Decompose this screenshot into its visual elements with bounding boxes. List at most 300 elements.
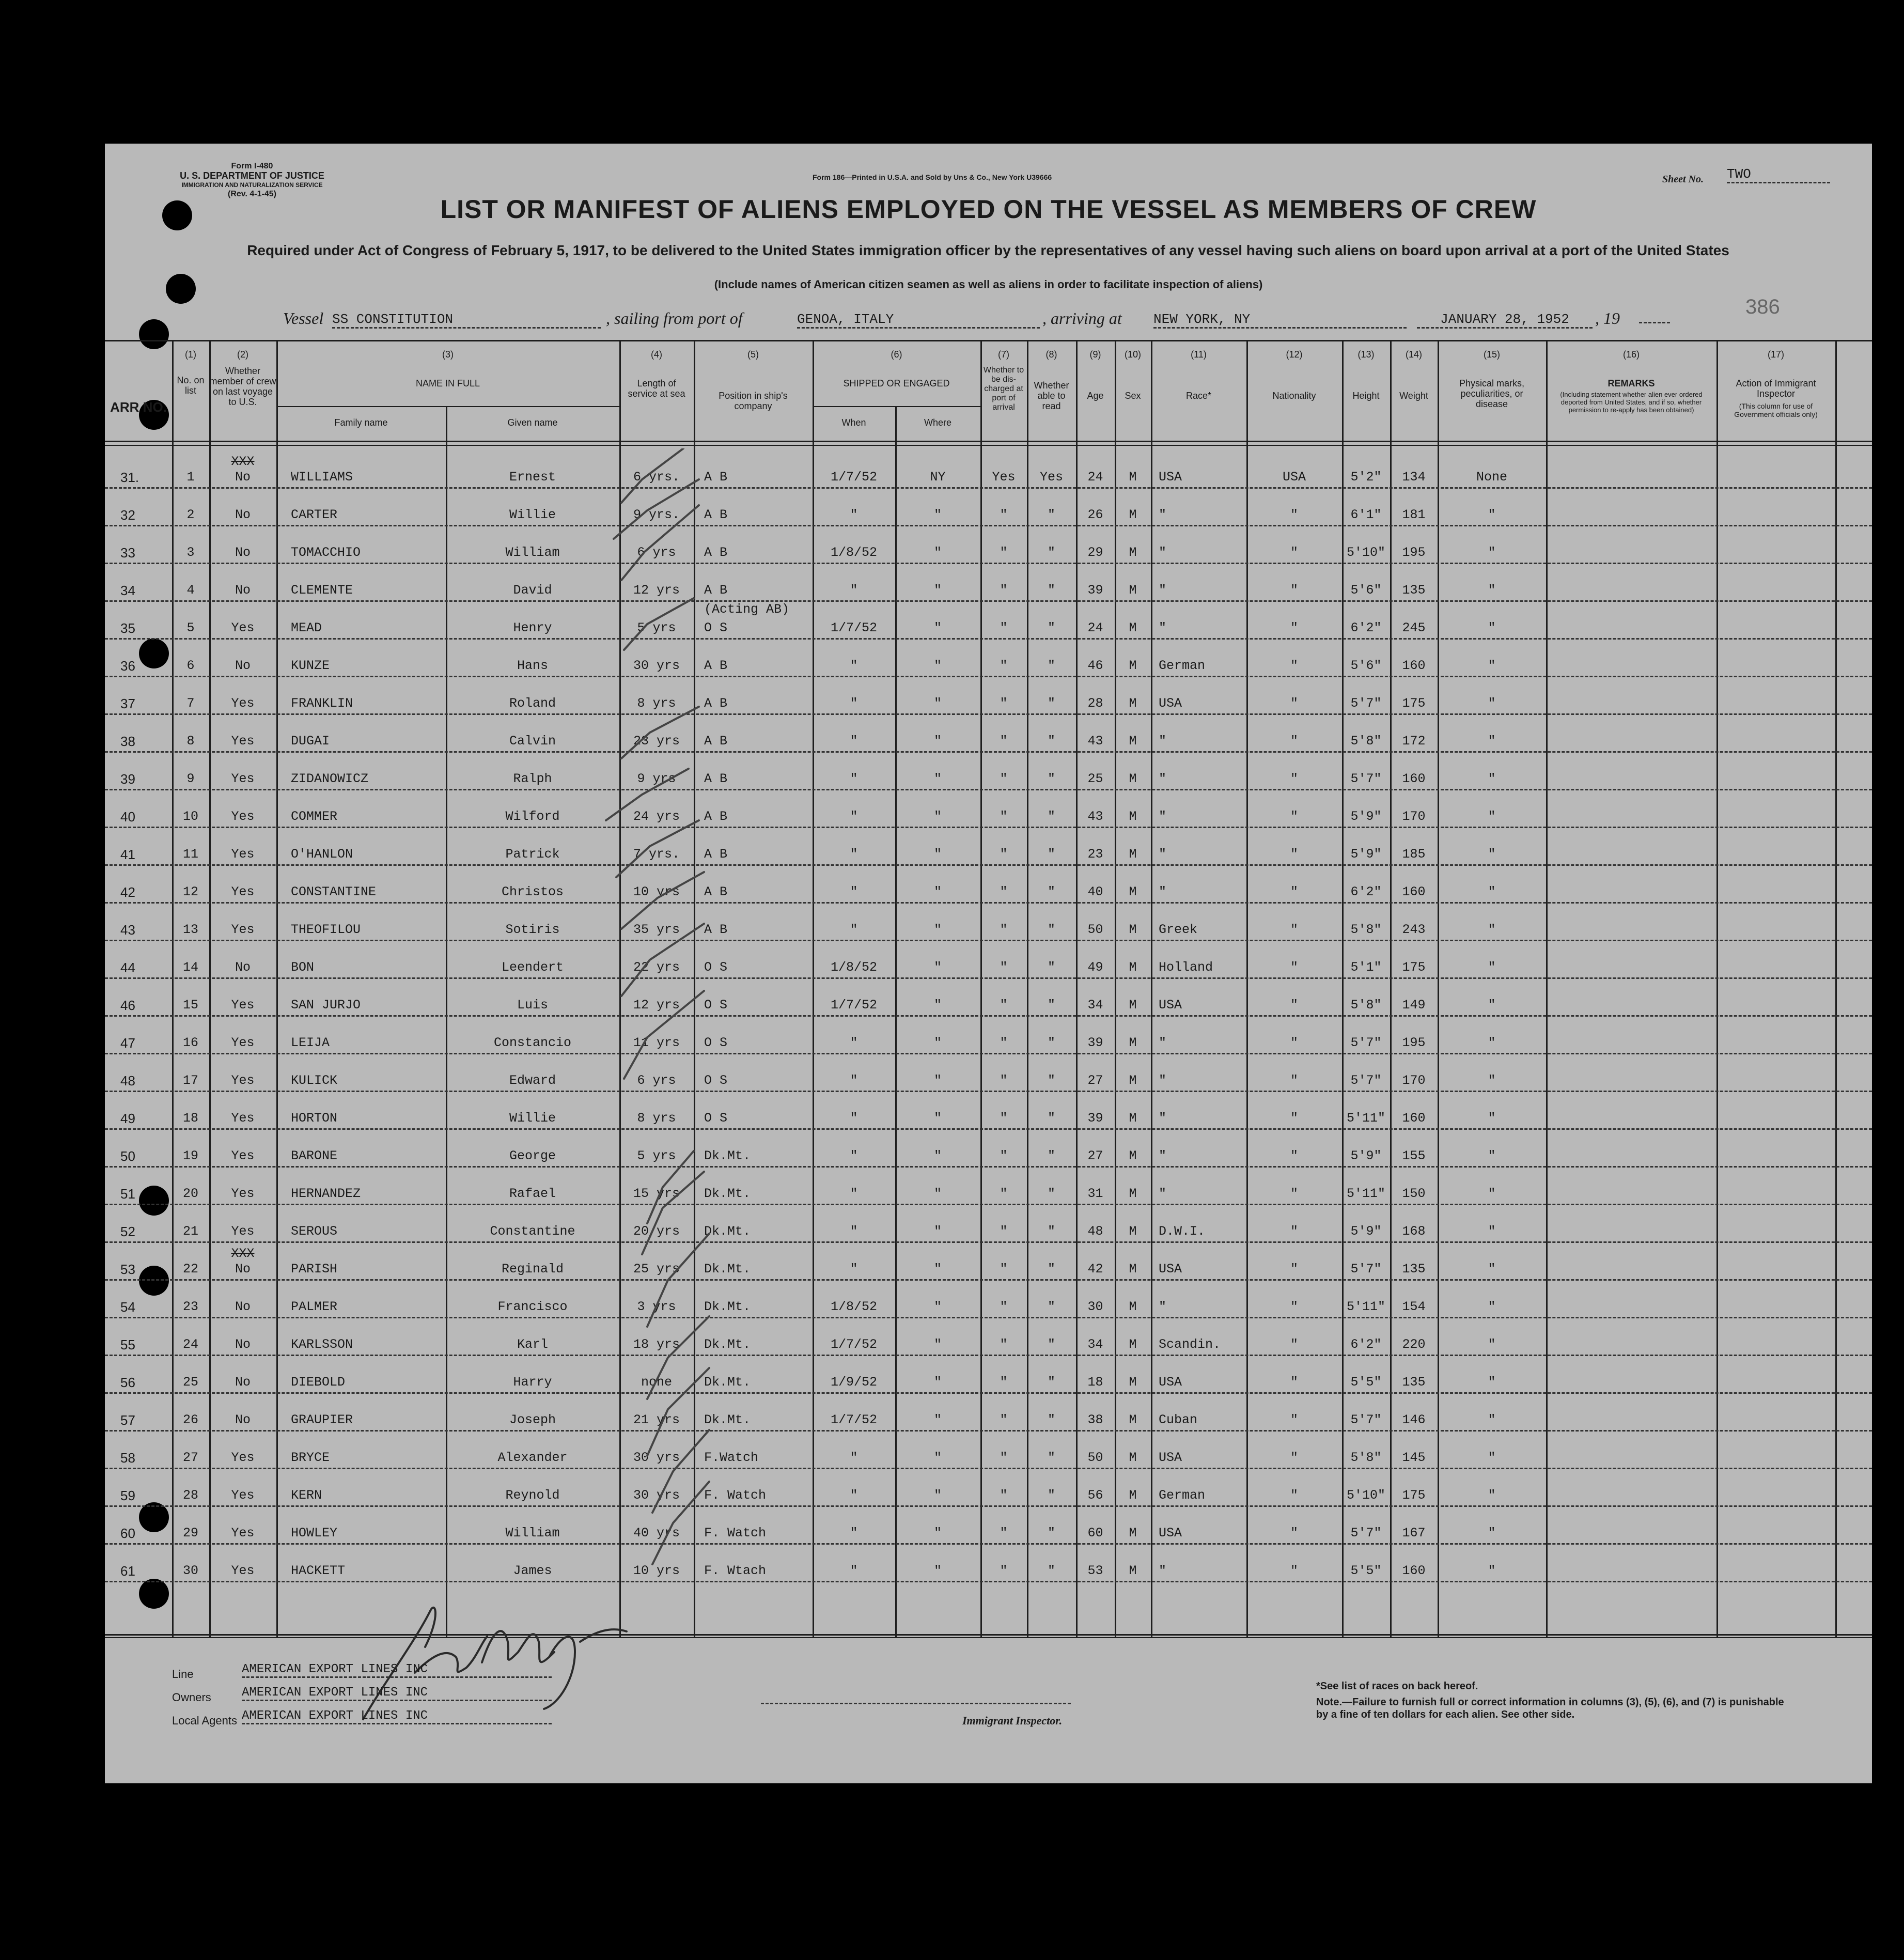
row-shipped-when: " [850,771,858,786]
row-list-number: 6 [186,658,195,673]
row-height: 5'7" [1350,1035,1382,1050]
row-discharged: " [1000,1073,1008,1088]
row-sex: M [1129,1186,1137,1201]
row-given-name: Ernest [509,470,556,485]
row-discharged: " [1000,1111,1008,1126]
row-able-to-read: " [1047,545,1055,560]
row-physical-marks: " [1488,998,1496,1013]
row-list-number: 1 [186,470,195,485]
row-arrival-number: 36 [120,658,135,674]
row-physical-marks: " [1488,545,1496,560]
row-last-voyage: Yes [231,1111,255,1126]
row-able-to-read: Yes [1039,470,1063,485]
table-row [105,640,1872,677]
row-physical-marks: " [1488,1526,1496,1541]
col-9-number: (9) [1089,349,1101,360]
row-family-name: KERN [291,1488,322,1503]
row-arrival-number: 53 [120,1262,135,1277]
row-able-to-read: " [1047,1563,1055,1578]
table-row [105,790,1872,828]
row-list-number: 28 [182,1488,198,1503]
name-subheader-line [276,406,619,407]
row-age: 60 [1087,1526,1103,1541]
table-row [105,489,1872,526]
row-race: Cuban [1159,1412,1198,1427]
row-family-name: KULICK [291,1073,338,1088]
row-nationality: " [1290,1262,1298,1277]
row-sex: M [1129,1337,1137,1352]
row-list-number: 19 [182,1148,198,1163]
row-nationality: " [1290,884,1298,899]
sailing-label: , sailing from port of [606,309,743,328]
row-shipped-when: " [850,1262,858,1277]
row-arrival-number: 34 [120,583,135,598]
row-arrival-number: 31. [120,470,139,485]
row-shipped-when: " [850,847,858,862]
row-age: 28 [1087,696,1103,711]
row-last-voyage: Yes [231,1035,255,1050]
row-able-to-read: " [1047,809,1055,824]
row-family-name: TOMACCHIO [291,545,361,560]
row-age: 50 [1087,1450,1103,1465]
row-given-name: David [513,583,552,598]
row-physical-marks: " [1488,922,1496,937]
row-family-name: WILLIAMS [291,470,353,485]
row-shipped-when: " [850,734,858,749]
row-position: A B [704,583,728,598]
row-service-length: 24 yrs [633,809,680,824]
row-last-voyage: Yes [231,771,255,786]
row-arrival-number: 32 [120,507,135,523]
row-physical-marks: " [1488,884,1496,899]
row-family-name: FRANKLIN [291,696,353,711]
row-race: " [1159,1035,1167,1050]
row-physical-marks: " [1488,1375,1496,1390]
row-family-name: THEOFILOU [291,922,361,937]
row-family-name: PALMER [291,1299,338,1314]
row-shipped-where: " [933,1526,942,1541]
handwritten-signature [353,1580,642,1724]
row-nationality: " [1290,545,1298,560]
row-arrival-number: 33 [120,545,135,561]
row-arrival-number: 58 [120,1450,135,1466]
vessel-name: SS CONSTITUTION [332,312,601,329]
row-discharged: " [1000,998,1008,1013]
row-position: A B [704,734,728,749]
row-arrival-number: 42 [120,884,135,900]
row-able-to-read: " [1047,1148,1055,1163]
service-name: IMMIGRATION AND NATURALIZATION SERVICE [181,181,323,189]
row-height: 5'7" [1350,1262,1382,1277]
row-shipped-when: " [850,1186,858,1201]
race-note: *See list of races on back hereof. [1316,1681,1478,1692]
row-physical-marks: " [1488,1412,1496,1427]
row-discharged: " [1000,884,1008,899]
row-shipped-when: " [850,507,858,522]
row-age: 50 [1087,922,1103,937]
form-revision: (Rev. 4-1-45) [228,190,276,198]
row-sex: M [1129,1488,1137,1503]
row-shipped-when: " [850,1450,858,1465]
row-arrival-number: 47 [120,1035,135,1051]
row-physical-marks: " [1488,1563,1496,1578]
row-position: A B [704,470,728,485]
row-service-length: 9 yrs [637,771,676,786]
row-service-length: 7 yrs. [633,847,680,862]
row-race: " [1159,1111,1167,1126]
manifest-sheet [105,144,1872,1783]
row-weight: 168 [1402,1224,1426,1239]
row-physical-marks: " [1488,1111,1496,1126]
row-family-name: COMMER [291,809,338,824]
row-sex: M [1129,1299,1137,1314]
row-age: 26 [1087,507,1103,522]
row-race: USA [1159,1450,1182,1465]
row-nationality: " [1290,922,1298,937]
row-physical-marks: None [1476,470,1507,485]
row-shipped-when: " [850,922,858,937]
row-arrival-number: 60 [120,1526,135,1541]
row-list-number: 25 [182,1375,198,1390]
printer-line: Form 186—Printed in U.S.A. and Sold by Uns & Co., New York U39666 [813,173,1052,181]
row-given-name: James [513,1563,552,1578]
row-sex: M [1129,1563,1137,1578]
row-position-note: (Acting AB) [704,602,790,617]
row-service-length: 9 yrs. [633,507,680,522]
row-shipped-where: " [933,922,942,937]
page-stamp: 386 [1745,295,1780,318]
row-discharged: " [1000,1224,1008,1239]
row-physical-marks: " [1488,847,1496,862]
row-discharged: " [1000,1375,1008,1390]
row-family-name: KARLSSON [291,1337,353,1352]
row-able-to-read: " [1047,1111,1055,1126]
row-given-name: Leendert [501,960,564,975]
owners-label: Owners [172,1691,211,1704]
table-row [105,1205,1872,1243]
row-position: Dk.Mt. [704,1375,751,1390]
row-list-number: 23 [182,1299,198,1314]
row-height: 5'11" [1346,1299,1385,1314]
table-row [105,715,1872,753]
row-list-number: 27 [182,1450,198,1465]
row-height: 5'5" [1350,1375,1382,1390]
row-service-length: 10 yrs [633,1563,680,1578]
row-given-name: William [505,1526,560,1541]
table-row [105,602,1872,640]
row-discharged: " [1000,960,1008,975]
row-arrival-number: 49 [120,1111,135,1126]
row-shipped-when: " [850,809,858,824]
row-position: Dk.Mt. [704,1412,751,1427]
row-position: O S [704,1111,728,1126]
row-last-voyage: Yes [231,1224,255,1239]
row-sex: M [1129,998,1137,1013]
row-sex: M [1129,1035,1137,1050]
row-height: 5'9" [1350,1224,1382,1239]
row-list-number: 13 [182,922,198,937]
table-row [105,753,1872,790]
row-last-voyage: Yes [231,1563,255,1578]
row-last-voyage: Yes [231,1186,255,1201]
row-last-voyage: No [235,960,251,975]
row-position: Dk.Mt. [704,1299,751,1314]
row-race: USA [1159,1375,1182,1390]
row-service-length: 11 yrs [633,1035,680,1050]
row-nationality: " [1290,998,1298,1013]
row-last-voyage: No [235,545,251,560]
row-physical-marks: " [1488,960,1496,975]
row-sex: M [1129,507,1137,522]
col-3-header: NAME IN FULL [415,378,480,388]
table-row [105,1318,1872,1356]
row-arrival-number: 48 [120,1073,135,1088]
row-given-name: Willie [509,507,556,522]
row-family-name: GRAUPIER [291,1412,353,1427]
row-position: A B [704,809,728,824]
row-last-voyage: No [235,1375,251,1390]
form-note: (Include names of American citizen seamen as well as aliens in order to facilitate inspection of aliens) [714,278,1263,291]
row-service-length: 15 yrs [633,1186,680,1201]
row-sex: M [1129,470,1137,485]
row-sex: M [1129,809,1137,824]
row-nationality: " [1290,1412,1298,1427]
row-list-number: 17 [182,1073,198,1088]
row-arrival-number: 38 [120,734,135,749]
row-last-voyage: Yes [231,998,255,1013]
row-sex: M [1129,847,1137,862]
row-age: 40 [1087,884,1103,899]
table-row [105,979,1872,1017]
row-weight: 170 [1402,809,1426,824]
row-able-to-read: " [1047,734,1055,749]
row-shipped-when: " [850,583,858,598]
arr-no-header: ARR NO. [110,399,167,415]
row-shipped-when: 1/9/52 [830,1375,877,1390]
row-given-name: Sotiris [505,922,560,937]
row-age: 53 [1087,1563,1103,1578]
row-shipped-when: " [850,884,858,899]
row-last-voyage: No [235,1299,251,1314]
row-sex: M [1129,1526,1137,1541]
row-nationality: " [1290,771,1298,786]
row-service-length: 22 yrs [633,960,680,975]
row-service-length: none [641,1375,672,1390]
row-family-name: DUGAI [291,734,330,749]
row-height: 5'7" [1350,1526,1382,1541]
row-sex: M [1129,1111,1137,1126]
row-service-length: 8 yrs [637,1111,676,1126]
row-family-name: MEAD [291,620,322,635]
row-shipped-when: " [850,1035,858,1050]
row-able-to-read: " [1047,1224,1055,1239]
row-age: 43 [1087,809,1103,824]
row-nationality: " [1290,1148,1298,1163]
row-weight: 155 [1402,1148,1426,1163]
row-shipped-when: " [850,1526,858,1541]
sheet-number-label: Sheet No. [1662,174,1704,185]
row-age: 49 [1087,960,1103,975]
row-list-number: 18 [182,1111,198,1126]
table-row [105,1092,1872,1130]
row-shipped-where: " [933,998,942,1013]
col-15-number: (15) [1483,349,1500,360]
row-race: " [1159,1299,1167,1314]
row-arrival-number: 56 [120,1375,135,1390]
row-position: O S [704,998,728,1013]
row-family-name: KUNZE [291,658,330,673]
row-age: 39 [1087,583,1103,598]
row-race: Greek [1159,922,1198,937]
row-physical-marks: " [1488,1299,1496,1314]
row-race: USA [1159,696,1182,711]
row-nationality: " [1290,1111,1298,1126]
row-physical-marks: " [1488,583,1496,598]
row-shipped-when: 1/8/52 [830,545,877,560]
col-12-number: (12) [1286,349,1303,360]
row-last-voyage: Yes [231,1450,255,1465]
col-3-given-header: Given name [507,417,558,428]
row-height: 5'11" [1346,1111,1385,1126]
row-shipped-where: " [933,1035,942,1050]
row-shipped-where: " [933,809,942,824]
row-given-name: Reginald [501,1262,564,1277]
row-weight: 195 [1402,545,1426,560]
row-list-number: 8 [186,734,195,749]
row-list-number: 20 [182,1186,198,1201]
row-race: USA [1159,1526,1182,1541]
row-arrival-number: 44 [120,960,135,975]
row-shipped-where: " [933,1148,942,1163]
row-last-voyage-struck: XXX [231,1246,255,1261]
row-discharged: " [1000,545,1008,560]
row-discharged: " [1000,809,1008,824]
col-17-header: Action of Immigrant Inspector [1736,378,1816,399]
row-arrival-number: 50 [120,1148,135,1164]
row-given-name: Karl [517,1337,548,1352]
row-arrival-number: 57 [120,1412,135,1428]
row-family-name: CONSTANTINE [291,884,377,899]
row-height: 5'8" [1350,922,1382,937]
row-discharged: " [1000,583,1008,598]
table-row [105,1054,1872,1092]
row-height: 5'10" [1346,545,1385,560]
row-race: Holland [1159,960,1213,975]
row-shipped-where: " [933,847,942,862]
row-shipped-where: " [933,658,942,673]
row-physical-marks: " [1488,809,1496,824]
row-list-number: 15 [182,998,198,1013]
row-height: 5'7" [1350,771,1382,786]
table-row [105,1394,1872,1432]
row-discharged: " [1000,771,1008,786]
row-nationality: " [1290,696,1298,711]
arriving-label: , arriving at [1042,309,1122,328]
row-weight: 243 [1402,922,1426,937]
row-service-length: 12 yrs [633,583,680,598]
row-age: 27 [1087,1073,1103,1088]
row-race: " [1159,545,1167,560]
row-race: " [1159,1073,1167,1088]
row-shipped-where: " [933,696,942,711]
row-discharged: " [1000,1526,1008,1541]
row-age: 27 [1087,1148,1103,1163]
row-able-to-read: " [1047,1375,1055,1390]
sheet-number-value: TWO [1727,166,1830,183]
punch-hole [139,319,169,349]
row-position: A B [704,507,728,522]
row-able-to-read: " [1047,1450,1055,1465]
row-race: " [1159,809,1167,824]
table-row [105,451,1872,489]
row-shipped-when: " [850,696,858,711]
row-last-voyage: Yes [231,1526,255,1541]
col-3-family-header: Family name [334,417,388,428]
row-position: A B [704,658,728,673]
row-arrival-number: 46 [120,998,135,1013]
row-service-length: 21 yrs [633,1412,680,1427]
row-family-name: HORTON [291,1111,338,1126]
row-sex: M [1129,1262,1137,1277]
row-service-length: 6 yrs [637,1073,676,1088]
row-height: 5'7" [1350,696,1382,711]
row-physical-marks: " [1488,1488,1496,1503]
col-1-number: (1) [185,349,196,360]
row-position: A B [704,847,728,862]
row-arrival-number: 43 [120,922,135,938]
table-row [105,1356,1872,1394]
col-16-note: (Including statement whether alien ever ordered deported from United States, and if so, whether permission to re-apply has been obtained) [1560,391,1703,414]
row-last-voyage: Yes [231,620,255,635]
col-13-header: Height [1352,391,1380,401]
table-row [105,828,1872,866]
row-given-name: Francisco [497,1299,568,1314]
row-nationality: " [1290,960,1298,975]
row-given-name: Wilford [505,809,560,824]
row-age: 56 [1087,1488,1103,1503]
row-race: D.W.I. [1159,1224,1206,1239]
row-sex: M [1129,1224,1137,1239]
row-weight: 195 [1402,1035,1426,1050]
row-height: 6'2" [1350,1337,1382,1352]
row-discharged: " [1000,734,1008,749]
row-physical-marks: " [1488,1450,1496,1465]
row-weight: 154 [1402,1299,1426,1314]
year-label: , 19 [1595,309,1620,328]
row-sex: M [1129,1450,1137,1465]
table-row [105,1243,1872,1281]
row-able-to-read: " [1047,922,1055,937]
punch-hole [139,1579,169,1609]
arrival-date: JANUARY 28, 1952 [1417,312,1593,329]
row-list-number: 22 [182,1262,198,1277]
row-nationality: " [1290,583,1298,598]
row-position: O S [704,960,728,975]
row-position: O S [704,620,728,635]
table-row [105,866,1872,904]
row-physical-marks: " [1488,620,1496,635]
row-service-length: 20 yrs [633,1224,680,1239]
row-weight: 150 [1402,1186,1426,1201]
row-height: 5'6" [1350,583,1382,598]
row-able-to-read: " [1047,1526,1055,1541]
row-nationality: USA [1282,470,1306,485]
row-arrival-number: 35 [120,620,135,636]
row-age: 29 [1087,545,1103,560]
col-3-number: (3) [442,349,454,360]
row-shipped-where: " [933,1563,942,1578]
row-discharged: " [1000,1035,1008,1050]
